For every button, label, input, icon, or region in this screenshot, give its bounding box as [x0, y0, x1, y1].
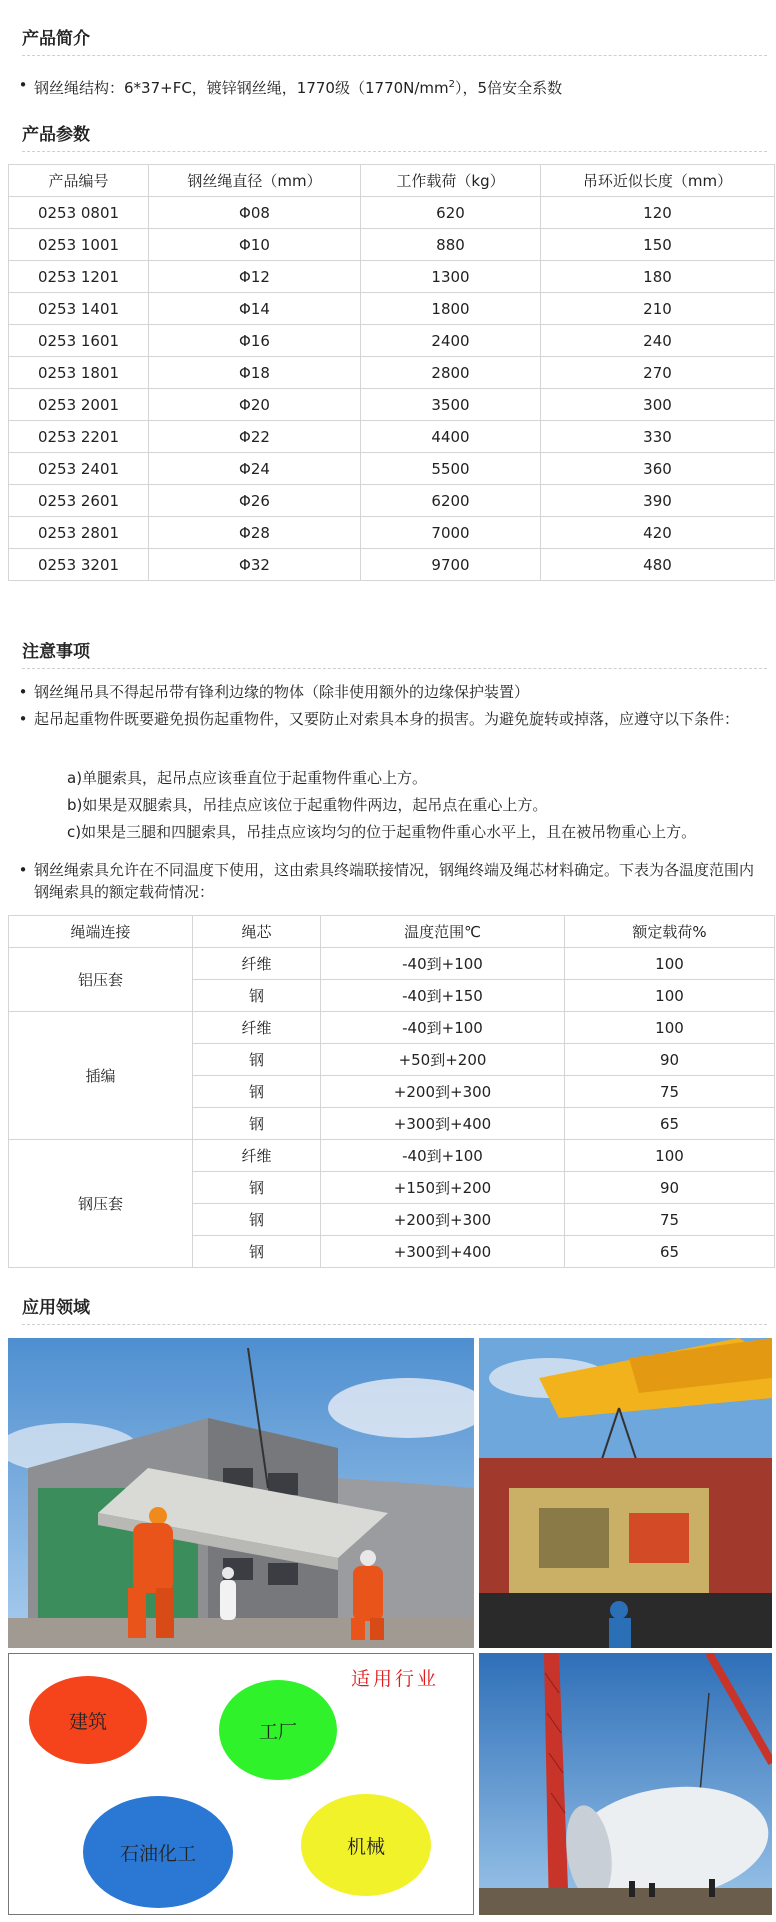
temp-group-cell: 铝压套 [9, 948, 193, 1012]
temp-table-cell: 纤维 [193, 1140, 321, 1172]
intro-bullet-text: 钢丝绳结构：6*37+FC，镀锌钢丝绳，1770级（1770N/mm [34, 79, 449, 97]
notes-sub-a: a)单腿索具，起吊点应该垂直位于起重物件重心上方。 [67, 769, 428, 787]
intro-title: 产品简介 [22, 24, 767, 56]
params-table-cell: 420 [541, 517, 775, 549]
params-table-cell: 270 [541, 357, 775, 389]
temp-table-cell: 100 [565, 1012, 775, 1044]
temp-table-cell: 钢 [193, 1236, 321, 1268]
notes-bullet-2-text: 起吊起重物件既要避免损伤起重物件，又要防止对索具本身的损害。为避免旋转或掉落，应遵守以下条件： [34, 710, 740, 728]
params-table-cell: 7000 [361, 517, 541, 549]
params-header-cell: 产品编号 [9, 165, 149, 197]
params-table-cell: Φ26 [149, 485, 361, 517]
params-table-row [9, 293, 775, 325]
params-table-cell: Φ18 [149, 357, 361, 389]
params-table-row [9, 229, 775, 261]
notes-title: 注意事项 [22, 637, 767, 669]
params-table-cell: 0253 0801 [9, 197, 149, 229]
params-table-row [9, 453, 775, 485]
params-table-cell: Φ14 [149, 293, 361, 325]
construction-photo [8, 1338, 474, 1648]
params-table-cell: 2800 [361, 357, 541, 389]
params-table-cell: 360 [541, 453, 775, 485]
params-title: 产品参数 [22, 120, 767, 152]
params-table-cell: Φ12 [149, 261, 361, 293]
temperature-table [8, 915, 775, 1268]
notes-bullet-2 [12, 708, 772, 730]
params-table-cell: 2400 [361, 325, 541, 357]
params-table-cell: 9700 [361, 549, 541, 581]
params-table-cell: 0253 2401 [9, 453, 149, 485]
temp-table-cell: -40到+100 [321, 1140, 565, 1172]
params-table-cell: 0253 2201 [9, 421, 149, 453]
params-table-cell: Φ28 [149, 517, 361, 549]
construction-photo-graphic [8, 1338, 474, 1648]
params-header-cell: 钢丝绳直径（mm） [149, 165, 361, 197]
params-header-row [9, 165, 775, 197]
params-header-cell: 吊环近似长度（mm） [541, 165, 775, 197]
params-table-row [9, 357, 775, 389]
params-table-cell: Φ16 [149, 325, 361, 357]
params-table-cell: 620 [361, 197, 541, 229]
industry-circle-factory [219, 1680, 337, 1780]
params-table-cell: 180 [541, 261, 775, 293]
industry-label: 机械 [346, 1835, 385, 1858]
tank-lift-photo [479, 1653, 772, 1915]
params-table-cell: 5500 [361, 453, 541, 485]
tank-lift-photo-graphic [479, 1653, 772, 1915]
temp-table-cell: 钢 [193, 1108, 321, 1140]
params-table-cell: 390 [541, 485, 775, 517]
intro-bullet-tail: ），5倍安全系数 [455, 79, 563, 97]
industry-circle-construction [29, 1676, 147, 1764]
params-table-cell: 0253 2801 [9, 517, 149, 549]
temp-table-cell: +50到+200 [321, 1044, 565, 1076]
temp-table-cell: 100 [565, 980, 775, 1012]
crane-photo [479, 1338, 772, 1648]
params-table-cell: 240 [541, 325, 775, 357]
params-table-cell: 4400 [361, 421, 541, 453]
bullet-dot: • [18, 710, 28, 728]
params-table-row [9, 389, 775, 421]
temp-table-cell: 75 [565, 1076, 775, 1108]
temp-table-cell: +300到+400 [321, 1108, 565, 1140]
notes-bullet-3-text: 钢丝绳索具允许在不同温度下使用，这由索具终端联接情况，钢绳终端及绳芯材料确定。下表为各温度范围内钢绳索具的额定载荷情况： [34, 861, 755, 901]
params-table-cell: Φ08 [149, 197, 361, 229]
params-table-row [9, 325, 775, 357]
temp-table-cell: 90 [565, 1044, 775, 1076]
params-table-cell: 880 [361, 229, 541, 261]
industry-circle-machinery [301, 1794, 431, 1896]
temp-table-cell: +150到+200 [321, 1172, 565, 1204]
temp-table-cell: +200到+300 [321, 1204, 565, 1236]
industry-label: 石油化工 [119, 1842, 196, 1865]
temp-table-cell: -40到+100 [321, 1012, 565, 1044]
params-table-cell: 0253 1201 [9, 261, 149, 293]
temp-table-cell: +200到+300 [321, 1076, 565, 1108]
temp-table-cell: +300到+400 [321, 1236, 565, 1268]
params-table-cell: 0253 2601 [9, 485, 149, 517]
intro-bullet [12, 74, 772, 99]
notes-bullet-1-text: 钢丝绳吊具不得起吊带有锋利边缘的物体（除非使用额外的边缘保护装置） [34, 683, 530, 701]
bullet-dot: • [18, 76, 28, 94]
params-header-cell: 工作载荷（kg） [361, 165, 541, 197]
industries-panel [8, 1653, 474, 1915]
notes-sub-b: b)如果是双腿索具，吊挂点应该位于起重物件两边，起吊点在重心上方。 [67, 796, 548, 814]
temp-table-cell: -40到+100 [321, 948, 565, 980]
temp-table-cell: 钢 [193, 1044, 321, 1076]
temp-table-row [9, 1140, 775, 1172]
params-table-cell: 0253 1001 [9, 229, 149, 261]
params-table-cell: 0253 3201 [9, 549, 149, 581]
temp-table-cell: 90 [565, 1172, 775, 1204]
industries-panel-title: 适用行业 [351, 1668, 440, 1690]
temp-header-cell: 绳端连接 [9, 916, 193, 948]
temp-header-cell: 温度范围℃ [321, 916, 565, 948]
params-table-row [9, 485, 775, 517]
params-table-cell: 150 [541, 229, 775, 261]
intro-bullet-sup: 2 [448, 79, 456, 90]
temp-header-cell: 绳芯 [193, 916, 321, 948]
params-table-cell: 1300 [361, 261, 541, 293]
temp-table-row [9, 1012, 775, 1044]
apps-title: 应用领域 [22, 1293, 767, 1325]
temp-table-cell: -40到+150 [321, 980, 565, 1012]
temp-table-cell: 纤维 [193, 1012, 321, 1044]
industry-circle-petrochemical [83, 1796, 233, 1908]
params-table-cell: 0253 1401 [9, 293, 149, 325]
params-table-row [9, 261, 775, 293]
crane-photo-graphic [479, 1338, 772, 1648]
params-table-cell: Φ24 [149, 453, 361, 485]
temp-table-cell: 钢 [193, 980, 321, 1012]
temp-group-cell: 钢压套 [9, 1140, 193, 1268]
params-table-row [9, 421, 775, 453]
temp-group-cell: 插编 [9, 1012, 193, 1140]
notes-bullet-1 [12, 681, 772, 703]
params-table-cell: 120 [541, 197, 775, 229]
params-table-cell: Φ20 [149, 389, 361, 421]
params-table-cell: 0253 1801 [9, 357, 149, 389]
industry-label: 工厂 [258, 1720, 297, 1743]
temp-header-cell: 额定载荷% [565, 916, 775, 948]
temp-table-cell: 100 [565, 1140, 775, 1172]
params-table-row [9, 197, 775, 229]
params-table-cell: 330 [541, 421, 775, 453]
temp-table-cell: 钢 [193, 1172, 321, 1204]
params-table-cell: 6200 [361, 485, 541, 517]
params-table-cell: 210 [541, 293, 775, 325]
bullet-dot: • [18, 861, 28, 879]
notes-sub-c: c)如果是三腿和四腿索具，吊挂点应该均匀的位于起重物件重心水平上，且在被吊物重心上方。 [67, 823, 697, 841]
temp-table-cell: 纤维 [193, 948, 321, 980]
params-table-cell: 3500 [361, 389, 541, 421]
temp-table-cell: 100 [565, 948, 775, 980]
params-table-cell: 300 [541, 389, 775, 421]
industry-label: 建筑 [68, 1710, 107, 1733]
bullet-dot: • [18, 683, 28, 701]
params-table-cell: 480 [541, 549, 775, 581]
params-table-cell: 0253 1601 [9, 325, 149, 357]
params-table-cell: 1800 [361, 293, 541, 325]
notes-bullet-3 [12, 859, 772, 903]
params-table-cell: Φ32 [149, 549, 361, 581]
temp-table-cell: 钢 [193, 1204, 321, 1236]
temp-header-row [9, 916, 775, 948]
params-table-row [9, 517, 775, 549]
temp-table-row [9, 948, 775, 980]
temp-table-cell: 65 [565, 1236, 775, 1268]
params-table-row [9, 549, 775, 581]
params-table-cell: Φ10 [149, 229, 361, 261]
temp-table-cell: 65 [565, 1108, 775, 1140]
temp-table-cell: 75 [565, 1204, 775, 1236]
params-table-cell: 0253 2001 [9, 389, 149, 421]
params-table-cell: Φ22 [149, 421, 361, 453]
temp-table-cell: 钢 [193, 1076, 321, 1108]
params-table [8, 164, 775, 581]
